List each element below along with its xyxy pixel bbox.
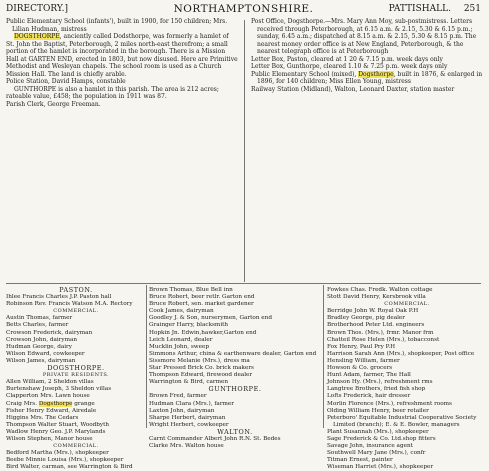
directory-entry: Wilson Stephen, Manor house: [6, 435, 93, 442]
directory-entry: Hudman Clara (Mrs.), farmer: [149, 400, 235, 407]
parish-clerk-entry: Parish Clerk, George Freeman.: [6, 101, 101, 109]
column-divider: [146, 285, 147, 428]
directory-entry: Thompson Edward, firewood dealer: [149, 372, 253, 379]
section-heading: PASTON.: [59, 286, 93, 294]
highlighted-word: DOGSTHORPE: [14, 33, 60, 41]
directory-entry: Hensling William, farmer: [327, 357, 400, 364]
header-page-number: 251: [463, 4, 481, 14]
directory-column-2: [149, 287, 321, 450]
directory-entry: Morlin Florence (Mrs.), refreshment rooms: [327, 400, 452, 407]
directory-entry: Austin Thomas, farmer: [6, 315, 73, 322]
highlighted-word: Dogsthorpe: [358, 70, 394, 78]
directory-entry: Fisher Henry Edward, Airedale: [6, 407, 97, 414]
directory-entry: Stott David Henry, Kersbrook villa: [327, 294, 426, 301]
directory-entry: Beebe Minnie Louisa (Mrs.), shopkeeper: [6, 457, 124, 464]
section-heading: GUNTHORPE.: [208, 385, 262, 394]
header-directory: DIRECTORY.]: [6, 4, 69, 14]
directory-column-3: [327, 287, 487, 471]
police-station-entry: Police Station, David Hamps, constable: [6, 78, 126, 86]
directory-entry: Thompson Walter Stuart, Woodbyth: [6, 421, 110, 428]
directory-entry: Bruce Robert, sen. market gardener: [149, 301, 254, 308]
header-place: PATTISHALL.: [388, 4, 451, 14]
directory-entry: Plant Susannah (Mrs.), shopkeeper: [327, 428, 429, 435]
directory-entry: Fowkes Chas. Fredk. Walton cottage: [327, 287, 433, 293]
directory-entry: Crowson Frederick, dairyman: [6, 329, 93, 336]
directory-entry: Brown Fred, farmer: [149, 393, 207, 400]
directory-entry: Wright Herbert, cowkeeper: [149, 421, 229, 428]
header-right: [379, 2, 481, 16]
directory-entry: Warrington & Bird, carmen: [149, 379, 229, 386]
directory-entry: Star Pressed Brick Co. brick makers: [149, 365, 254, 372]
directory-entry: Southwell Mary Jane (Mrs.), confr: [327, 450, 426, 457]
directory-entry: Clapperton Mrs. Lawn house: [6, 393, 90, 400]
top-right-column: [251, 18, 483, 283]
directory-entry: Brown Thomas, Blue Bell inn: [149, 287, 233, 293]
directory-entry: Allen William, 2 Sheldon villas: [6, 379, 94, 386]
letter-box-paston: Letter Box, Paston, cleared at 1 20 & 7.15 p.m. week days only: [251, 55, 443, 63]
directory-entry: Lofts Frederick, hair dresser: [327, 393, 411, 400]
column-divider: [323, 285, 324, 428]
directory-entry: Bradley George, pig dealer: [327, 315, 406, 322]
directory-entry: Goodley J. & Son, nurserymen, Garton end: [149, 315, 272, 322]
directory-entry: Robinson Rev. Francis Watson M.A. Rectory: [6, 301, 133, 308]
directory-entry: Berridge John W. Royal Oak P.H: [327, 308, 419, 315]
directory-entry: Betts Charles, farmer: [6, 322, 69, 329]
subsection-heading: PRIVATE RESIDENTS.: [42, 372, 110, 379]
directory-entry: Leich Leonard, dealer: [149, 336, 213, 343]
header-county: NORTHAMPTONSHIRE.: [173, 3, 314, 15]
subsection-heading: COMMERCIAL.: [53, 443, 99, 450]
directory-entry: Peterboro' Equitable Industrial Cooperative Society Limited (branch); E. & E. Bowler, managers: [327, 414, 477, 428]
directory-entry: Grainger Harry, blacksmith: [149, 322, 229, 329]
directory-entry: Savage John, insurance agent: [327, 443, 413, 450]
section-heading: DOGSTHORPE.: [47, 364, 105, 373]
directory-entry: Chatteil Rose Helen (Mrs.), tobacconst: [327, 336, 440, 343]
directory-entry: Olding William Henry, beer retailer: [327, 407, 429, 414]
directory-entry: Clarke Mrs. Walton house: [149, 443, 224, 450]
top-left-column: [6, 18, 238, 283]
directory-entry: Mucklin John, sweep: [149, 343, 210, 350]
directory-entry: Simmons Arthur, china & earthenware dealer, Garton end: [149, 350, 317, 357]
railway-station-entry: Railway Station (Midland), Walton, Leonard Daxter, station master: [251, 85, 455, 93]
directory-entry: Johnson Hy. (Mrs.), refreshment rms: [327, 379, 433, 386]
directory-entry: Wadlow Henry Geo. J.P. Marylands: [6, 428, 106, 435]
directory-column-1: [6, 286, 146, 471]
gunthorpe-paragraph: GUNTHORPE is also a hamlet in this parish. The area is 212 acres; rateable value, £458; the population in 1911 was 87.: [6, 85, 219, 101]
column-divider: [244, 20, 245, 282]
directory-entry: Sage Frederick & Co. Ltd.shop fitters: [327, 435, 436, 442]
dogsthorpe-paragraph: DOGSTHORPE, anciently called Dodsthorpe, was formerly a hamlet of St. John the Baptist, Peterborough, 2 miles north-east therefrom; a small portion of the hamlet is incorporated in the borough. There is a Mission Hall at GARTEN END, erected in 1803, but now disused. Here are Primitive Methodist and Wesleyan chapels. The school room is used as a Church Mission Hall. The land is chiefly arable.: [6, 33, 238, 78]
subsection-heading: COMMERCIAL.: [384, 301, 430, 308]
directory-entry: Cook James, dairyman: [149, 308, 214, 315]
directory-entry: Brotherhood Peter Ltd. engineers: [327, 322, 425, 329]
directory-entry: Wiseman Harriet (Mrs.), shopkeeper: [327, 464, 434, 471]
directory-entry: Ihlee Francis Charles J.P. Paston hall: [6, 294, 112, 301]
letter-box-gunthorpe: Letter Box, Gunthorpe, cleared 1.10 & 7.25 p.m. week days only: [251, 63, 448, 71]
directory-entry: Bruce Robert, beer retlr. Garton end: [149, 294, 255, 301]
directory-entry: Craig Mrs. Dogsthorpe grange: [6, 400, 95, 407]
directory-entry: Crowson John, dairyman: [6, 336, 78, 343]
mixed-school-entry: Public Elementary School (mixed), Dogsthorpe, built in 1876, & enlarged in 1896, for 140 children; Miss Ellen Young, mistress: [251, 70, 483, 86]
directory-entry: Burtenshaw Joseph, 3 Sheldon villas: [6, 386, 112, 393]
directory-entry: Bedford Martha (Mrs.), shopkeeper: [6, 450, 109, 457]
directory-entry: Howson & Co. grocers: [327, 365, 393, 372]
directory-entry: Hunt Adam, farmer, The Hall: [327, 372, 411, 379]
infants-school-paragraph: Public Elementary School (infants'), built in 1900, for 150 children; Mrs. Lilian Hudman, mistress: [6, 18, 228, 33]
directory-entry: Harrison Sarah Ann (Mrs.), shopkeeper, Post office: [327, 350, 475, 357]
directory-entry: Hopkin Jn. Edwin,hawker,Garton end: [149, 329, 257, 336]
directory-entry: Titman Ernest, painter: [327, 457, 393, 464]
section-heading: WALTON.: [217, 427, 253, 436]
post-office-entry: Post Office, Dogsthorpe.—Mrs. Mary Ann Moy, sub-postmistress. Letters received through Peterborough, at 6.15 a.m. & 2.15, 5.30 & 6.15 p.m.; sunday, 6.45 a.m.; dispatched at 8.15 a.m. & 2.15, 5.30 & 8.15 p.m. The nearest money order office is at New England, Peterborough, & the nearest telegraph office is at Peterborough: [251, 18, 477, 56]
highlighted-word: Dogsthorpe: [38, 400, 73, 407]
directory-entry: Wilson James, dairyman: [6, 357, 76, 364]
directory-entry: Sissmore Melanie (Mrs.), dress ma: [149, 357, 250, 364]
page-header: [6, 2, 481, 16]
directory-entry: Brown Thos. (Mrs.), frmr. Manor frm: [327, 329, 434, 336]
section-rule: [6, 283, 481, 284]
directory-entry: Carnt Commander Albert John R.N. St. Bedes: [149, 435, 281, 442]
directory-entry: Bird Walter, carman, see Warrington & Bird: [6, 464, 133, 471]
directory-entry: Higgins Mrs. The Cedars: [6, 414, 79, 421]
directory-entry: Wilson Edward, cowkeeper: [6, 350, 85, 357]
directory-entry: Sharpe Herbert, dairyman: [149, 414, 226, 421]
subsection-heading: COMMERCIAL.: [53, 308, 99, 315]
directory-entry: Fox Henry, Paul Pry P.H: [327, 343, 396, 350]
directory-entry: Hudman George, dairy: [6, 343, 72, 350]
directory-entry: Laxton John, dairyman: [149, 407, 215, 414]
directory-entry: Langtree Brothers, fried fish shop: [327, 386, 426, 393]
